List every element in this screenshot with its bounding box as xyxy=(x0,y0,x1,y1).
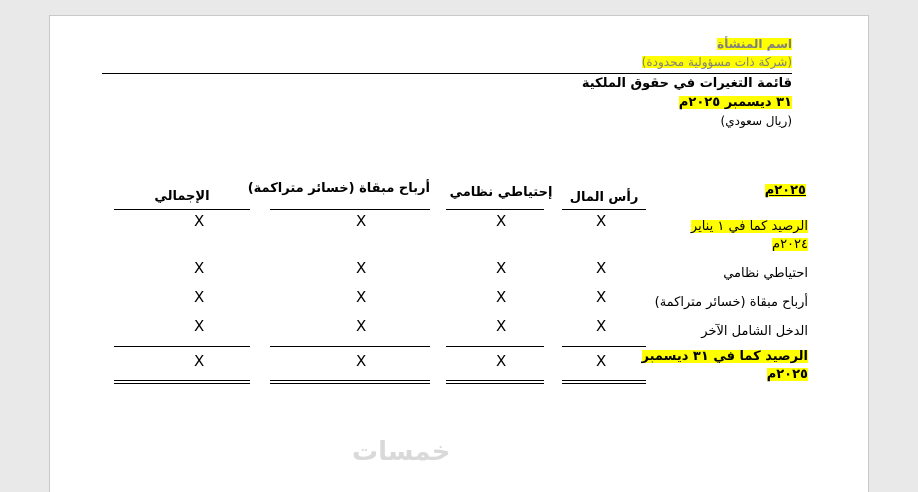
column-header-total: الإجمالي xyxy=(154,189,210,204)
table-cell: X xyxy=(194,288,205,306)
table-cell: X xyxy=(496,259,507,277)
total-double-rule-capital xyxy=(562,380,646,384)
column-rule-total xyxy=(114,209,250,210)
table-cell: X xyxy=(596,212,607,230)
row-label-statutory-reserve: احتياطي نظامي xyxy=(723,266,808,281)
column-header-capital: رأس المال xyxy=(569,190,639,205)
table-cell: X xyxy=(194,317,205,335)
year-label: ٢٠٢٥م xyxy=(764,183,806,198)
table-cell: X xyxy=(496,317,507,335)
column-header-retained-earnings: أرباح مبقاة (خسائر متراكمة) xyxy=(247,181,430,196)
row-label-opening-balance: الرصيد كما في ١ يناير xyxy=(690,219,808,234)
table-cell: X xyxy=(496,352,507,370)
total-double-rule-total xyxy=(114,380,250,384)
subtotal-rule-statutory-reserve xyxy=(446,346,544,347)
table-cell: X xyxy=(356,259,367,277)
table-cell: X xyxy=(194,212,205,230)
row-label-other-comprehensive-income: الدخل الشامل الآخر xyxy=(701,324,808,339)
subtotal-rule-capital xyxy=(562,346,646,347)
document-page xyxy=(49,15,869,492)
company-type: (شركة ذات مسؤولية محدودة) xyxy=(641,55,792,69)
table-cell: X xyxy=(356,212,367,230)
statement-date: ٣١ ديسمبر ٢٠٢٥م xyxy=(678,95,792,110)
row-label-closing-balance-year: ٢٠٢٥م xyxy=(766,367,808,382)
currency-note: (ريال سعودي) xyxy=(720,114,792,128)
total-double-rule-retained-earnings xyxy=(270,380,430,384)
table-cell: X xyxy=(356,288,367,306)
table-cell: X xyxy=(194,259,205,277)
table-cell: X xyxy=(596,288,607,306)
company-name: اسم المنشأة xyxy=(717,37,792,51)
table-cell: X xyxy=(596,259,607,277)
watermark-logo: خمسات xyxy=(352,437,451,467)
header-rule xyxy=(102,73,792,74)
column-rule-statutory-reserve xyxy=(446,209,544,210)
table-cell: X xyxy=(356,317,367,335)
column-rule-capital xyxy=(562,209,646,210)
statement-title: قائمة التغيرات في حقوق الملكية xyxy=(581,76,792,91)
table-cell: X xyxy=(194,352,205,370)
row-label-retained-earnings: أرباح مبقاة (خسائر متراكمة) xyxy=(654,295,808,310)
column-header-statutory-reserve: إحتياطي نظامي xyxy=(449,185,553,200)
table-cell: X xyxy=(496,212,507,230)
column-rule-retained-earnings xyxy=(270,209,430,210)
subtotal-rule-total xyxy=(114,346,250,347)
row-label-opening-balance-year: ٢٠٢٤م xyxy=(772,237,808,252)
table-cell: X xyxy=(356,352,367,370)
table-cell: X xyxy=(596,317,607,335)
subtotal-rule-retained-earnings xyxy=(270,346,430,347)
table-cell: X xyxy=(496,288,507,306)
row-label-closing-balance: الرصيد كما في ٣١ ديسمبر xyxy=(641,349,808,364)
table-cell: X xyxy=(596,352,607,370)
total-double-rule-statutory-reserve xyxy=(446,380,544,384)
